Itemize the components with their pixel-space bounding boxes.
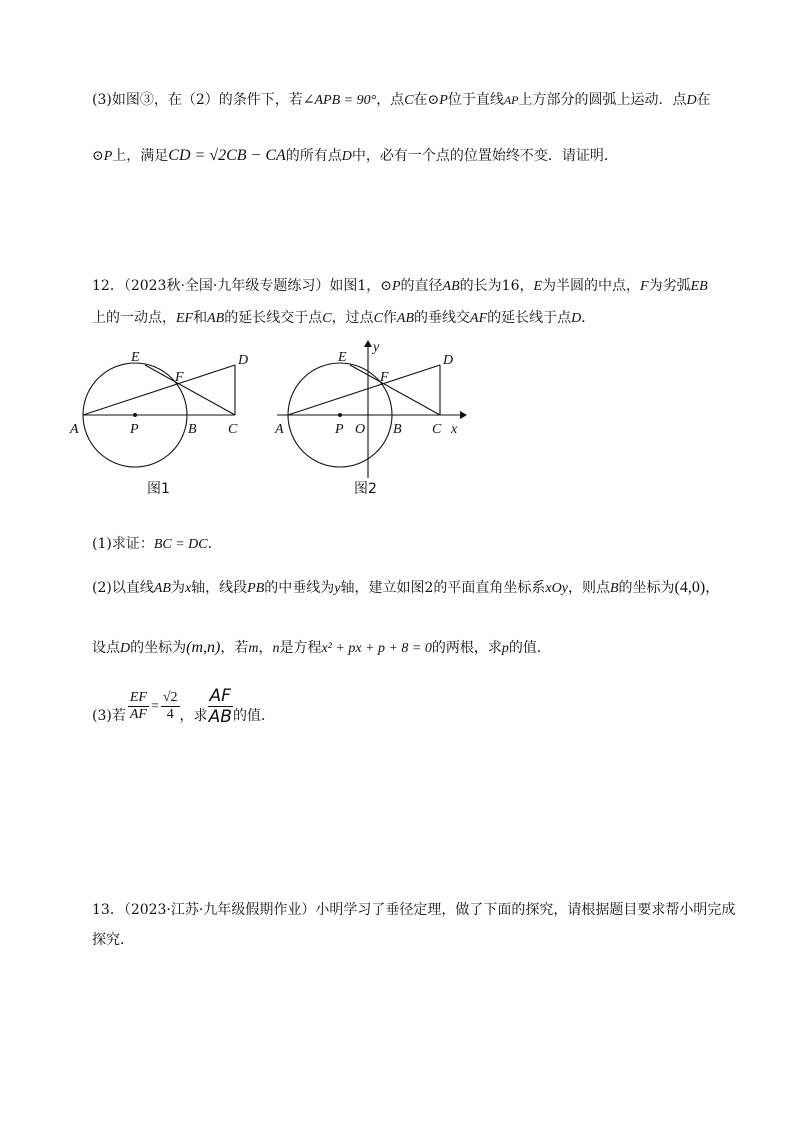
fig1-caption: 图1 [147, 481, 170, 497]
fig1-label-d: D [238, 353, 249, 368]
fig2-label-p: P [335, 422, 344, 437]
fig2-label-e: E [338, 350, 347, 365]
q12-part1: (1)求证：BC = DC． [92, 536, 222, 552]
fig2-y-arrow [364, 340, 372, 347]
fig2-label-c: C [432, 422, 442, 437]
fig2-caption: 图2 [354, 481, 377, 497]
fig2-point-p [338, 413, 342, 417]
fig1-label-f: F [175, 370, 184, 385]
fig1-label-c: C [228, 422, 238, 437]
fig2-label-d: D [443, 353, 454, 368]
fig2-label-f: F [380, 370, 389, 385]
fig2-x-arrow [460, 411, 467, 419]
fig2-label-o: O [355, 422, 366, 437]
fig2-label-a: A [275, 422, 284, 437]
q12-line1: 12．（2023秋·全国·九年级专题练习）如图1，⊙P的直径AB的长为16，E为半圆的中点，F为劣弧EB [92, 278, 708, 294]
fraction-af-ab: $\frac{AF}{AB}$ [208, 686, 232, 727]
q13-line1: 13．（2023·江苏·九年级假期作业）小明学习了垂径定理，做了下面的探究，请根据题目要求帮小明完成 [92, 902, 736, 918]
q12-part3: (3)若 $\frac{EF}{AF}$ = $\frac{√2}{4}$ ，求 $\frac{AF}{AB}$ 的值． [92, 686, 275, 727]
figure-2 [267, 338, 472, 508]
fig2-label-x: x [451, 422, 458, 437]
fig1-label-e: E [131, 350, 140, 365]
fraction-ef-af: $\frac{EF}{AF}$ [129, 690, 147, 722]
q13-line2: 探究． [92, 932, 134, 948]
fig1-label-b: B [188, 422, 197, 437]
q12-line2: 上的一动点，EF和AB的延长线交于点C，过点C作AB的垂线交AF的延长线于点D． [92, 310, 596, 326]
fraction-sqrt2-4: $\frac{√2}{4}$ [162, 690, 178, 722]
q12-part2-line2: 设点D的坐标为(m,n)，若m，n是方程x² + px + p + 8 = 0的两根，求p的值． [92, 639, 551, 656]
fig1-label-p: P [130, 422, 139, 437]
fig2-label-y: y [373, 340, 380, 355]
fig1-label-a: A [70, 422, 79, 437]
fig2-label-b: B [393, 422, 402, 437]
p11-3-line2: ⊙P上，满足CD = √2CB − CA的所有点D中，必有一个点的位置始终不变．请证明． [92, 147, 618, 164]
figure-1 [60, 338, 260, 508]
p11-3-line1: (3)如图③，在（2）的条件下，若∠APB = 90°，点C在⊙P位于直线AP上方部分的圆弧上运动．点D在 [92, 92, 711, 108]
q12-part2-line1: (2)以直线AB为x轴，线段PB的中垂线为y轴，建立如图2的平面直角坐标系xOy，则点B的坐标为(4,0)， [92, 579, 720, 596]
fig1-point-p [133, 413, 137, 417]
